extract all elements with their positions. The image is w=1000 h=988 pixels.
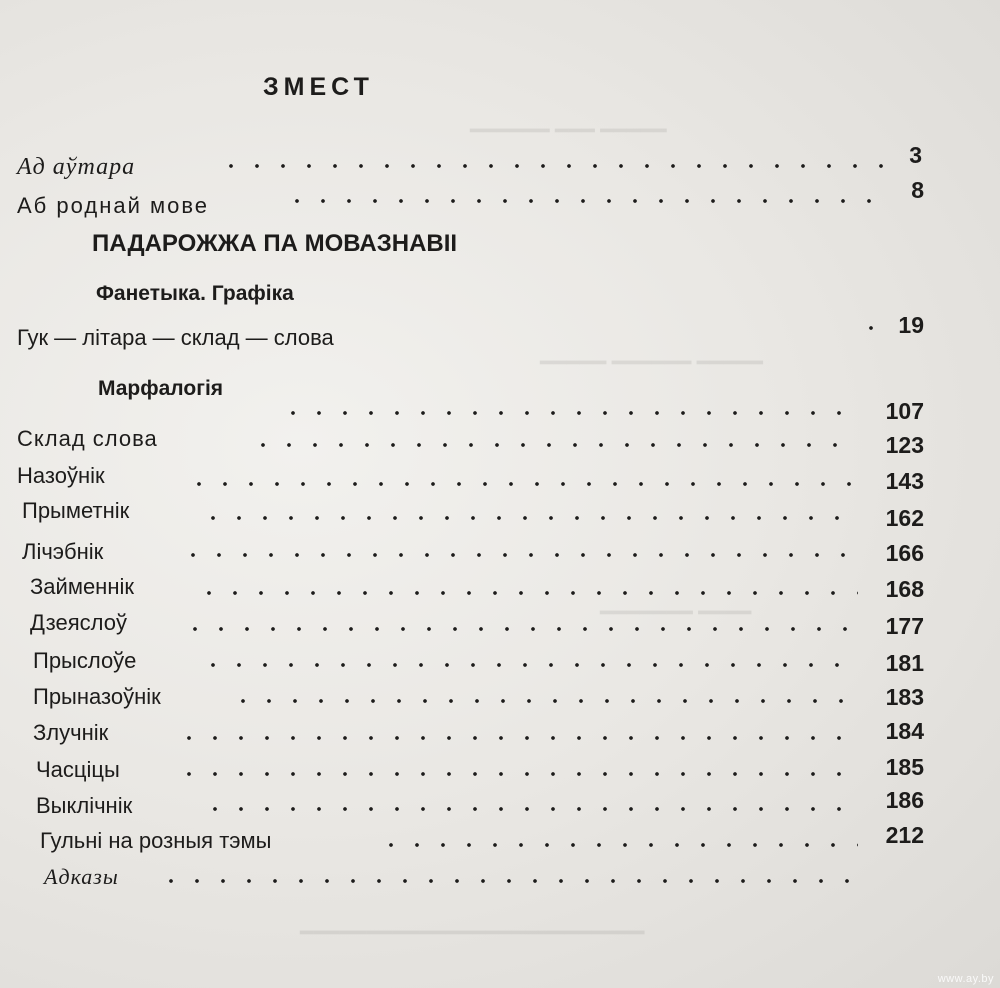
toc-entry-page: 162 xyxy=(885,505,924,531)
toc-entry-page: 3 xyxy=(909,142,922,168)
subsection-heading: Марфалогія xyxy=(98,377,224,400)
toc-entry-label: Адказы xyxy=(44,864,119,889)
toc-entry-page: 181 xyxy=(885,650,924,676)
toc-entry-page: 184 xyxy=(885,718,924,744)
watermark-text: www.ay.by xyxy=(937,973,994,985)
dot-leader xyxy=(180,552,858,558)
toc-entry-label: Ад аўтара xyxy=(17,154,136,180)
toc-entry-page: 186 xyxy=(885,787,924,813)
toc-entry-label: Прыслоўе xyxy=(33,648,137,673)
toc-entry-label: Часціцы xyxy=(36,757,120,782)
toc-entry-label: Лічэбнік xyxy=(22,539,104,564)
show-through-decoration: ━━━━━ ━━━ ━━━━━━ xyxy=(470,118,667,143)
toc-entry-label: Аб роднай мове xyxy=(17,193,210,218)
show-through-decoration: ━━━━ ━━━━━━━ xyxy=(600,600,752,625)
dot-leader xyxy=(182,626,858,632)
page-title: ЗМЕСТ xyxy=(263,73,374,101)
toc-entry-page: 212 xyxy=(885,822,924,848)
toc-entry-page: 19 xyxy=(898,312,924,338)
toc-entry-label: Дзеяслоў xyxy=(30,610,127,635)
toc-entry-label: Злучнік xyxy=(33,720,109,745)
show-through-decoration: ━━━━━━━━━━━━━━━━━━━━━━━━━━ xyxy=(300,920,645,945)
dot-leader xyxy=(284,198,888,204)
toc-entry-page: 183 xyxy=(885,684,924,710)
dot-leader xyxy=(176,735,858,741)
toc-entry-label: Займеннік xyxy=(30,574,134,599)
toc-entry-page: 107 xyxy=(885,398,924,424)
dot-leader xyxy=(176,771,858,777)
dot-leader xyxy=(158,878,858,884)
toc-entry-label: Прыметнік xyxy=(22,498,130,523)
toc-entry-label: Назоўнік xyxy=(17,463,105,488)
show-through-decoration: ━━━━━ ━━━━━━ ━━━━━ xyxy=(540,350,763,375)
dot-leader xyxy=(280,410,858,416)
dot-leader xyxy=(196,590,858,596)
toc-entry-page: 185 xyxy=(885,754,924,780)
dot-leader xyxy=(186,481,858,487)
toc-entry-label: Гульні на розныя тэмы xyxy=(40,828,272,853)
toc-entry-label: Выклічнік xyxy=(36,793,133,818)
dot-leader xyxy=(250,442,858,448)
toc-entry-page: 168 xyxy=(885,576,924,602)
subsection-heading: Фанетыка. Графіка xyxy=(96,282,294,305)
dot-leader xyxy=(230,698,858,704)
toc-entry-label: Прыназоўнік xyxy=(33,684,161,709)
toc-entry-page: 177 xyxy=(885,613,924,639)
dot-leader xyxy=(202,806,858,812)
section-heading: ПАДАРОЖЖА ПА МОВАЗНАВІІ xyxy=(92,230,458,257)
toc-entry-page: 8 xyxy=(911,177,924,203)
toc-entry-label: Склад слова xyxy=(17,426,158,451)
dot-leader xyxy=(200,515,858,521)
toc-entry-page: 166 xyxy=(885,540,924,566)
dot-leader xyxy=(200,662,858,668)
toc-entry-label: Гук — літара — склад — слова xyxy=(17,325,334,350)
dot-leader xyxy=(218,163,886,169)
toc-entry-page: 123 xyxy=(885,432,924,458)
dot-leader xyxy=(858,325,886,331)
dot-leader xyxy=(378,842,858,848)
toc-entry-page: 143 xyxy=(885,468,924,494)
